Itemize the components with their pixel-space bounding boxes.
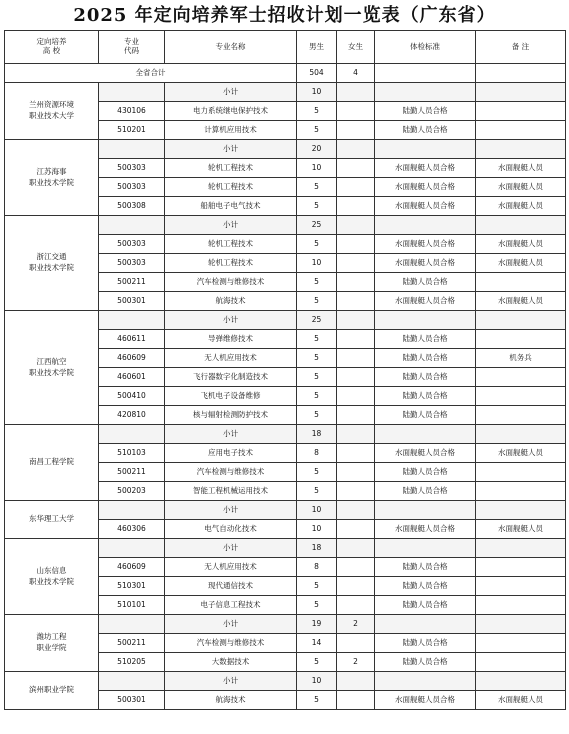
school-name-line: 东华理工大学 <box>29 514 74 524</box>
female-count <box>337 197 375 216</box>
female-count <box>337 596 375 615</box>
major-code: 510101 <box>99 596 165 615</box>
subtotal-code-empty <box>99 539 165 558</box>
remark: 水面舰艇人员 <box>476 691 566 710</box>
subtotal-remark-empty <box>476 501 566 520</box>
major-name: 核与辐射检测防护技术 <box>165 406 297 425</box>
physical-standard: 陆勤人员合格 <box>375 330 476 349</box>
physical-standard: 陆勤人员合格 <box>375 406 476 425</box>
subtotal-row <box>5 425 566 444</box>
school-name-line: 职业技术大学 <box>29 111 74 120</box>
header-physical: 体检标准 <box>375 31 476 64</box>
subtotal-female: 2 <box>337 615 375 634</box>
subtotal-label: 小计 <box>165 672 297 691</box>
subtotal-female <box>337 672 375 691</box>
major-name: 无人机应用技术 <box>165 349 297 368</box>
subtotal-physical-empty <box>375 311 476 330</box>
remark: 水面舰艇人员 <box>476 292 566 311</box>
remark: 机务兵 <box>476 349 566 368</box>
remark <box>476 577 566 596</box>
major-code: 460601 <box>99 368 165 387</box>
remark <box>476 387 566 406</box>
subtotal-female <box>337 140 375 159</box>
physical-standard: 陆勤人员合格 <box>375 634 476 653</box>
female-count <box>337 292 375 311</box>
header-code-line2: 代码 <box>124 46 139 55</box>
major-code: 500301 <box>99 691 165 710</box>
school-name <box>5 216 99 311</box>
male-count: 10 <box>297 159 337 178</box>
major-code: 500211 <box>99 634 165 653</box>
subtotal-male: 18 <box>297 425 337 444</box>
subtotal-code-empty <box>99 83 165 102</box>
school-name <box>5 83 99 140</box>
physical-standard: 陆勤人员合格 <box>375 558 476 577</box>
physical-standard: 陆勤人员合格 <box>375 463 476 482</box>
major-name: 汽车检测与维修技术 <box>165 463 297 482</box>
remark <box>476 634 566 653</box>
male-count: 5 <box>297 368 337 387</box>
major-name: 汽车检测与维修技术 <box>165 273 297 292</box>
major-name: 船舶电子电气技术 <box>165 197 297 216</box>
table-header-row <box>5 31 566 64</box>
physical-standard: 陆勤人员合格 <box>375 577 476 596</box>
remark <box>476 102 566 121</box>
subtotal-female <box>337 425 375 444</box>
subtotal-female <box>337 216 375 235</box>
physical-standard: 水面舰艇人员合格 <box>375 235 476 254</box>
subtotal-row <box>5 672 566 691</box>
school-name-line: 江苏海事 <box>36 166 67 176</box>
remark <box>476 273 566 292</box>
male-count: 8 <box>297 558 337 577</box>
subtotal-female <box>337 501 375 520</box>
table-body <box>5 64 566 710</box>
male-count: 5 <box>297 387 337 406</box>
female-count <box>337 463 375 482</box>
subtotal-label: 小计 <box>165 216 297 235</box>
physical-standard: 水面舰艇人员合格 <box>375 197 476 216</box>
subtotal-code-empty <box>99 216 165 235</box>
remark <box>476 463 566 482</box>
female-count: 2 <box>337 653 375 672</box>
physical-standard: 陆勤人员合格 <box>375 653 476 672</box>
physical-standard: 陆勤人员合格 <box>375 121 476 140</box>
female-count <box>337 349 375 368</box>
subtotal-row <box>5 539 566 558</box>
school-name <box>5 140 99 216</box>
major-name: 应用电子技术 <box>165 444 297 463</box>
total-male: 504 <box>297 64 337 83</box>
male-count: 5 <box>297 463 337 482</box>
female-count <box>337 159 375 178</box>
school-name <box>5 501 99 539</box>
remark <box>476 558 566 577</box>
male-count: 5 <box>297 292 337 311</box>
major-code: 420810 <box>99 406 165 425</box>
subtotal-row <box>5 83 566 102</box>
subtotal-row <box>5 216 566 235</box>
school-name-line: 山东信息 <box>36 565 67 575</box>
physical-standard: 水面舰艇人员合格 <box>375 691 476 710</box>
subtotal-remark-empty <box>476 311 566 330</box>
male-count: 5 <box>297 596 337 615</box>
major-name: 轮机工程技术 <box>165 254 297 273</box>
subtotal-remark-empty <box>476 539 566 558</box>
subtotal-male: 10 <box>297 501 337 520</box>
physical-standard: 陆勤人员合格 <box>375 482 476 501</box>
female-count <box>337 368 375 387</box>
school-name-line: 职业技术学院 <box>29 177 74 187</box>
female-count <box>337 330 375 349</box>
male-count: 5 <box>297 406 337 425</box>
physical-standard: 陆勤人员合格 <box>375 349 476 368</box>
header-code-line1: 专业 <box>124 37 139 47</box>
physical-standard: 陆勤人员合格 <box>375 387 476 406</box>
major-code: 500301 <box>99 292 165 311</box>
school-name <box>5 539 99 615</box>
physical-standard: 陆勤人员合格 <box>375 273 476 292</box>
subtotal-label: 小计 <box>165 425 297 444</box>
male-count: 5 <box>297 273 337 292</box>
female-count <box>337 178 375 197</box>
major-name: 计算机应用技术 <box>165 121 297 140</box>
school-name-line: 职业技术学院 <box>29 263 74 272</box>
school-name <box>5 311 99 425</box>
physical-standard: 水面舰艇人员合格 <box>375 159 476 178</box>
subtotal-code-empty <box>99 140 165 159</box>
subtotal-label: 小计 <box>165 83 297 102</box>
major-name: 电子信息工程技术 <box>165 596 297 615</box>
subtotal-male: 25 <box>297 216 337 235</box>
major-name: 汽车检测与维修技术 <box>165 634 297 653</box>
subtotal-code-empty <box>99 311 165 330</box>
school-name-line: 兰州资源环境 <box>29 100 74 110</box>
school-name <box>5 615 99 672</box>
major-name: 电气自动化技术 <box>165 520 297 539</box>
remark: 水面舰艇人员 <box>476 254 566 273</box>
subtotal-physical-empty <box>375 615 476 634</box>
major-name: 轮机工程技术 <box>165 178 297 197</box>
major-code: 500203 <box>99 482 165 501</box>
header-school-line1: 定向培养 <box>36 37 67 47</box>
subtotal-label: 小计 <box>165 501 297 520</box>
physical-standard: 水面舰艇人员合格 <box>375 520 476 539</box>
male-count: 8 <box>297 444 337 463</box>
subtotal-remark-empty <box>476 672 566 691</box>
female-count <box>337 254 375 273</box>
physical-standard: 陆勤人员合格 <box>375 596 476 615</box>
female-count <box>337 406 375 425</box>
major-code: 500211 <box>99 463 165 482</box>
remark: 水面舰艇人员 <box>476 178 566 197</box>
remark <box>476 406 566 425</box>
female-count <box>337 691 375 710</box>
major-code: 500211 <box>99 273 165 292</box>
physical-standard: 水面舰艇人员合格 <box>375 178 476 197</box>
major-code: 460611 <box>99 330 165 349</box>
major-code: 460306 <box>99 520 165 539</box>
school-name-line: 潍坊工程 <box>36 632 67 642</box>
female-count <box>337 634 375 653</box>
male-count: 5 <box>297 330 337 349</box>
physical-standard: 水面舰艇人员合格 <box>375 292 476 311</box>
female-count <box>337 577 375 596</box>
major-code: 430106 <box>99 102 165 121</box>
major-name: 航海技术 <box>165 691 297 710</box>
subtotal-remark-empty <box>476 615 566 634</box>
major-name: 现代通信技术 <box>165 577 297 596</box>
school-name-line: 职业学院 <box>36 643 67 652</box>
subtotal-physical-empty <box>375 216 476 235</box>
subtotal-female <box>337 83 375 102</box>
subtotal-remark-empty <box>476 83 566 102</box>
subtotal-physical-empty <box>375 140 476 159</box>
subtotal-code-empty <box>99 501 165 520</box>
major-code: 500308 <box>99 197 165 216</box>
major-code: 510301 <box>99 577 165 596</box>
subtotal-row <box>5 140 566 159</box>
school-name <box>5 425 99 501</box>
major-name: 导弹维修技术 <box>165 330 297 349</box>
subtotal-physical-empty <box>375 425 476 444</box>
remark <box>476 121 566 140</box>
major-name: 航海技术 <box>165 292 297 311</box>
subtotal-remark-empty <box>476 216 566 235</box>
total-female: 4 <box>337 64 375 83</box>
subtotal-female <box>337 539 375 558</box>
physical-standard: 陆勤人员合格 <box>375 368 476 387</box>
major-code: 510103 <box>99 444 165 463</box>
plan-table-wrapper <box>4 30 565 710</box>
female-count <box>337 444 375 463</box>
male-count: 5 <box>297 691 337 710</box>
subtotal-code-empty <box>99 425 165 444</box>
female-count <box>337 482 375 501</box>
male-count: 5 <box>297 577 337 596</box>
major-code: 500303 <box>99 254 165 273</box>
subtotal-male: 25 <box>297 311 337 330</box>
subtotal-physical-empty <box>375 672 476 691</box>
physical-standard: 水面舰艇人员合格 <box>375 254 476 273</box>
remark: 水面舰艇人员 <box>476 520 566 539</box>
subtotal-male: 10 <box>297 672 337 691</box>
school-name-line: 职业技术学院 <box>29 367 74 377</box>
school-name-line: 浙江交通 <box>36 252 67 262</box>
major-name: 智能工程机械运用技术 <box>165 482 297 501</box>
female-count <box>337 102 375 121</box>
subtotal-male: 19 <box>297 615 337 634</box>
major-name: 飞行器数字化制造技术 <box>165 368 297 387</box>
major-code: 500303 <box>99 235 165 254</box>
male-count: 5 <box>297 197 337 216</box>
remark: 水面舰艇人员 <box>476 235 566 254</box>
subtotal-male: 20 <box>297 140 337 159</box>
female-count <box>337 273 375 292</box>
male-count: 10 <box>297 520 337 539</box>
total-label: 全省合计 <box>5 64 297 83</box>
male-count: 5 <box>297 235 337 254</box>
physical-standard: 陆勤人员合格 <box>375 102 476 121</box>
major-code: 510201 <box>99 121 165 140</box>
subtotal-code-empty <box>99 615 165 634</box>
school-name <box>5 672 99 710</box>
page-title: 2025 年定向培养军士招收计划一览表（广东省） <box>73 5 496 26</box>
header-major: 专业名称 <box>165 31 297 64</box>
remark: 水面舰艇人员 <box>476 444 566 463</box>
female-count <box>337 121 375 140</box>
subtotal-remark-empty <box>476 425 566 444</box>
male-count: 5 <box>297 349 337 368</box>
male-count: 5 <box>297 482 337 501</box>
school-name-line: 江西航空 <box>36 356 67 366</box>
header-school <box>5 31 99 64</box>
subtotal-label: 小计 <box>165 140 297 159</box>
subtotal-male: 10 <box>297 83 337 102</box>
major-name: 轮机工程技术 <box>165 235 297 254</box>
subtotal-code-empty <box>99 672 165 691</box>
female-count <box>337 520 375 539</box>
remark <box>476 482 566 501</box>
female-count <box>337 235 375 254</box>
major-name: 飞机电子设备维修 <box>165 387 297 406</box>
subtotal-label: 小计 <box>165 311 297 330</box>
total-remark-empty <box>476 64 566 83</box>
major-code: 460609 <box>99 558 165 577</box>
subtotal-physical-empty <box>375 501 476 520</box>
subtotal-physical-empty <box>375 83 476 102</box>
female-count <box>337 387 375 406</box>
male-count: 5 <box>297 121 337 140</box>
recruitment-plan-table <box>4 30 566 710</box>
female-count <box>337 558 375 577</box>
subtotal-row <box>5 311 566 330</box>
subtotal-remark-empty <box>476 140 566 159</box>
major-code: 510205 <box>99 653 165 672</box>
major-code: 500410 <box>99 387 165 406</box>
major-name: 大数据技术 <box>165 653 297 672</box>
major-name: 无人机应用技术 <box>165 558 297 577</box>
header-remark: 备 注 <box>476 31 566 64</box>
male-count: 5 <box>297 653 337 672</box>
subtotal-label: 小计 <box>165 539 297 558</box>
school-name-line: 滨州职业学院 <box>29 685 74 695</box>
major-code: 500303 <box>99 159 165 178</box>
subtotal-label: 小计 <box>165 615 297 634</box>
subtotal-row <box>5 615 566 634</box>
header-code <box>99 31 165 64</box>
subtotal-row <box>5 501 566 520</box>
header-male: 男生 <box>297 31 337 64</box>
male-count: 5 <box>297 102 337 121</box>
physical-standard: 水面舰艇人员合格 <box>375 444 476 463</box>
major-name: 电力系统继电保护技术 <box>165 102 297 121</box>
major-code: 500303 <box>99 178 165 197</box>
subtotal-male: 18 <box>297 539 337 558</box>
male-count: 5 <box>297 178 337 197</box>
remark <box>476 596 566 615</box>
header-school-line2: 高 校 <box>42 46 61 55</box>
remark <box>476 368 566 387</box>
remark <box>476 330 566 349</box>
school-name-line: 职业技术学院 <box>29 576 74 586</box>
header-female: 女生 <box>337 31 375 64</box>
total-row <box>5 64 566 83</box>
subtotal-physical-empty <box>375 539 476 558</box>
major-name: 轮机工程技术 <box>165 159 297 178</box>
subtotal-female <box>337 311 375 330</box>
school-name-line: 南昌工程学院 <box>29 457 74 467</box>
remark: 水面舰艇人员 <box>476 159 566 178</box>
major-code: 460609 <box>99 349 165 368</box>
remark <box>476 653 566 672</box>
total-physical-empty <box>375 64 476 83</box>
male-count: 14 <box>297 634 337 653</box>
male-count: 10 <box>297 254 337 273</box>
remark: 水面舰艇人员 <box>476 197 566 216</box>
